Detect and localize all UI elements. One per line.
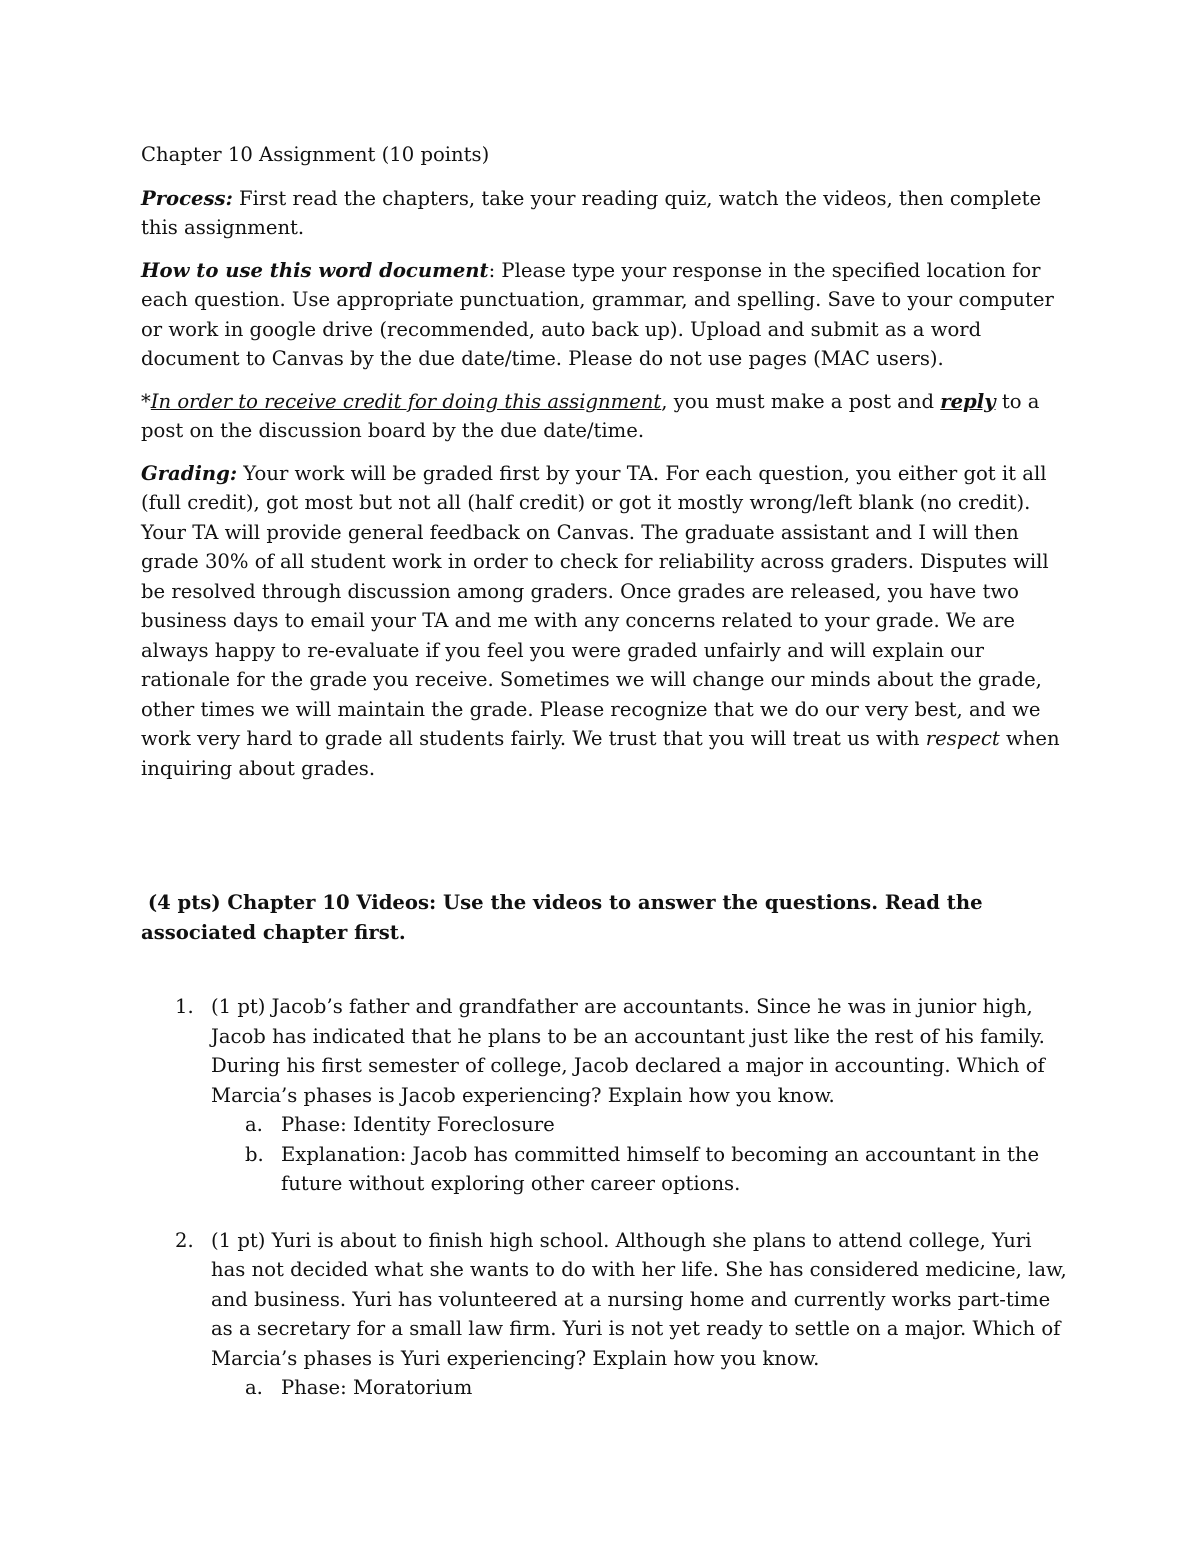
- question-number: 1.: [175, 995, 194, 1018]
- process-label: Process:: [141, 186, 233, 210]
- grading-emphasis: respect: [925, 727, 1000, 750]
- answer-list: [211, 1373, 1071, 1403]
- how-to-label: How to use this word document: [141, 258, 489, 282]
- section-heading-text: (4 pts) Chapter 10 Videos: Use the videos to answer the questions. Read the associated chapter first.: [141, 891, 983, 944]
- section-heading: [141, 888, 1031, 947]
- how-to-paragraph: [141, 256, 1071, 374]
- process-paragraph: [141, 184, 1071, 243]
- how-to-text: : Please type your response in the specified location for each question. Use appropriate punctuation, grammar, and spelling. Save to your computer or work in google drive (recommended, auto back up). Upload and submit as a word document to Canvas by the due date/time. Please do not use pages (MAC users).: [141, 258, 1054, 370]
- question-text: (1 pt) Jacob’s father and grandfather are accountants. Since he was in junior high, Jacob has indicated that he plans to be an accountant just like the rest of his family. During his first semester of college, Jacob declared a major in accounting. Which of Marcia’s phases is Jacob experiencing? Explain how you know.: [211, 995, 1045, 1107]
- question-text: (1 pt) Yuri is about to finish high school. Although she plans to attend college, Yuri has not decided what she wants to do with her life. She has considered medicine, law, and business. Yuri has volunteered at a nursing home and currently works part-time as a secretary for a small law firm. Yuri is not yet ready to settle on a major. Which of Marcia’s phases is Yuri experiencing? Explain how you know.: [211, 1228, 1067, 1370]
- answer-text: Phase: Moratorium: [281, 1376, 473, 1399]
- answer-text: Explanation: Jacob has committed himself to becoming an accountant in the future without exploring other career options.: [281, 1142, 1040, 1195]
- question-item: [141, 1226, 1071, 1403]
- question-number: 2.: [175, 1228, 194, 1252]
- answer-item: [211, 1110, 1071, 1140]
- process-text: First read the chapters, take your reading quiz, watch the videos, then complete this assignment.: [141, 186, 1042, 239]
- answer-item: [211, 1373, 1071, 1403]
- credit-suffix: to a post on the discussion board by the due date/time.: [141, 389, 1040, 442]
- answer-text: Phase: Identity Foreclosure: [281, 1113, 555, 1136]
- credit-paragraph: [141, 387, 1071, 446]
- grading-end: when inquiring about grades.: [141, 727, 1060, 780]
- credit-mid: , you must make a post and: [661, 389, 941, 413]
- answer-letter: a.: [245, 1113, 263, 1136]
- grading-text: Your work will be graded first by your TA. For each question, you either got it all (full credit), got most but not all (half credit) or got it mostly wrong/left blank (no credit). Your TA will provide general feedback on Canvas. The graduate assistant and I will then grade 30% of all student work in order to check for reliability across graders. Disputes will be resolved through discussion among graders. Once grades are released, you have two business days to email your TA and me with any concerns related to your grade. We are always happy to re-evaluate if you feel you were graded unfairly and will explain our rationale for the grade you receive. Sometimes we will change our minds about the grade, other times we will maintain the grade. Please recognize that we do our very best, and we work very hard to grade all students fairly. We trust that you will treat us with: [141, 461, 1049, 750]
- answer-list: [211, 1110, 1071, 1199]
- question-item: [141, 992, 1071, 1199]
- credit-condition: In order to receive credit for doing this assignment: [150, 389, 662, 413]
- answer-letter: b.: [245, 1142, 264, 1166]
- grading-label: Grading:: [141, 461, 238, 485]
- grading-paragraph: [141, 459, 1071, 784]
- question-list: [141, 992, 1071, 1403]
- assignment-title: Chapter 10 Assignment (10 points): [141, 143, 490, 166]
- answer-letter: a.: [245, 1376, 263, 1399]
- credit-prefix: *: [141, 389, 151, 413]
- answer-item: [211, 1140, 1071, 1199]
- document-page: [141, 140, 1071, 1430]
- credit-reply-word: reply: [940, 389, 996, 413]
